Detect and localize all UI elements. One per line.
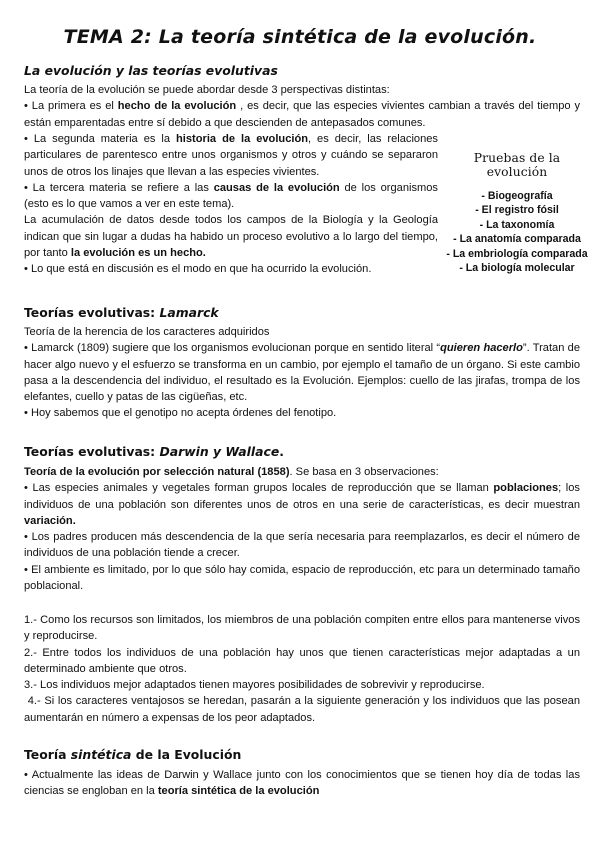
section2-body — [24, 324, 580, 422]
bullet-poblaciones: • Las especies animales y vegetales forman grupos locales de reproducción que se llaman poblaciones; los individuos de una población son diferentes unos de otros en una serie de características, es decir muestran variación. — [24, 482, 580, 527]
section-heading-sintetica: Teoría sintética de la Evolución — [24, 747, 242, 762]
pruebas-item: - La biología molecular — [459, 262, 575, 275]
seleccion-natural-paragraph: Teoría de la evolución por selección natural (1858). Se basa en 3 observaciones: — [24, 466, 439, 478]
page-title: TEMA 2: La teoría sintética de la evolución. — [63, 26, 537, 48]
section3-body — [24, 464, 580, 594]
bullet-lamarck: • Lamarck (1809) sugiere que los organismos evolucionan porque en sentido literal “quieren hacerlo”. Tratan de hacer algo nuevo y el esfuerzo se transforma en un cambio, por ejemplo el tamaño de un órgano. Si este cambio pasa a la descendencia del individuo, el resultado es la Evolución. Ejemplos: cuello de las jirafas, trompa de los elefantes, cuello y patas de las cigüeñas, etc. — [24, 342, 580, 404]
section4-body — [24, 767, 580, 800]
bullet-hecho: • La primera es el hecho de la evolución , es decir, que las especies vivientes cambian a través del tiempo y están emparentadas entre sí debido a que descienden de antepasados comunes. — [24, 100, 580, 129]
section-heading-darwin: Teorías evolutivas: Darwin y Wallace. — [24, 444, 284, 459]
bullet-descendencia: • Los padres producen más descendencia de la que sería necesaria para reemplazarlos, es decir el número de individuos de una población tiende a crecer. — [24, 531, 580, 560]
numbered-item-2: 2.- Entre todos los individuos de una población hay unos que tienen características mejor adaptadas a un determinado ambiente que otros. — [24, 646, 580, 675]
numbered-item-3: 3.- Los individuos mejor adaptados tienen mayores posibilidades de sobrevivir y reproducirse. — [24, 679, 485, 692]
bullet-causas: • La tercera materia se refiere a las causas de la evolución de los organismos (esto es lo que vamos a ver en este tema). — [24, 181, 438, 211]
bullet-ambiente: • El ambiente es limitado, por lo que sólo hay comida, espacio de reproducción, etc para un determinado tamaño poblacional. — [24, 563, 580, 593]
pruebas-item: - La taxonomía — [479, 218, 555, 231]
pruebas-item: - La embriología comparada — [446, 247, 588, 260]
section-heading-lamarck: Teorías evolutivas: Lamarck — [24, 305, 219, 320]
pruebas-item: - Biogeografía — [481, 190, 553, 202]
pruebas-title: Pruebas de la evolución — [473, 151, 561, 179]
bullet-sintetica: • Actualmente las ideas de Darwin y Wallace junto con los conocimientos que se tienen hoy día de todas las ciencias se engloban en la teoría sintética de la evolución — [24, 769, 580, 798]
lamarck-subtitle: Teoría de la herencia de los caracteres adquiridos — [24, 326, 270, 338]
bullet-discusion: • Lo que está en discusión es el modo en que ha ocurrido la evolución. — [24, 263, 372, 276]
intro-paragraph: La teoría de la evolución se puede abordar desde 3 perspectivas distintas: — [24, 84, 390, 96]
section1-body — [24, 82, 580, 131]
pruebas-item: - La anatomía comparada — [453, 233, 581, 246]
pruebas-item: - El registro fósil — [475, 204, 559, 217]
numbered-item-1: 1.- Como los recursos son limitados, los miembros de una población compiten entre ellos para mantenerse vivos y reproducirse. — [24, 614, 580, 643]
numbered-list — [24, 612, 584, 726]
section-heading-evolution: La evolución y las teorías evolutivas — [24, 63, 278, 78]
bullet-historia: • La segunda materia es la historia de la evolución, es decir, las relaciones particulares de parentesco entre unos organismos y otros y cuándo se separaron unos de otros los linajes que llevan a las especies vivientes. — [24, 133, 438, 178]
pruebas-box — [442, 151, 592, 275]
section1-narrow-body — [24, 131, 438, 278]
numbered-item-4: 4.- Si los caracteres ventajosos se heredan, pasarán a la siguiente generación y los individuos que las posean aumentarán en número a expensas de los peor adaptados. — [24, 695, 584, 724]
bullet-genotipo: • Hoy sabemos que el genotipo no acepta órdenes del fenotipo. — [24, 407, 337, 420]
paragraph-hecho: La acumulación de datos desde todos los campos de la Biología y la Geología indican que sin lugar a dudas ha habido un proceso evolutivo a lo largo del tiempo, por tanto la evolución es un hecho. — [24, 214, 438, 260]
